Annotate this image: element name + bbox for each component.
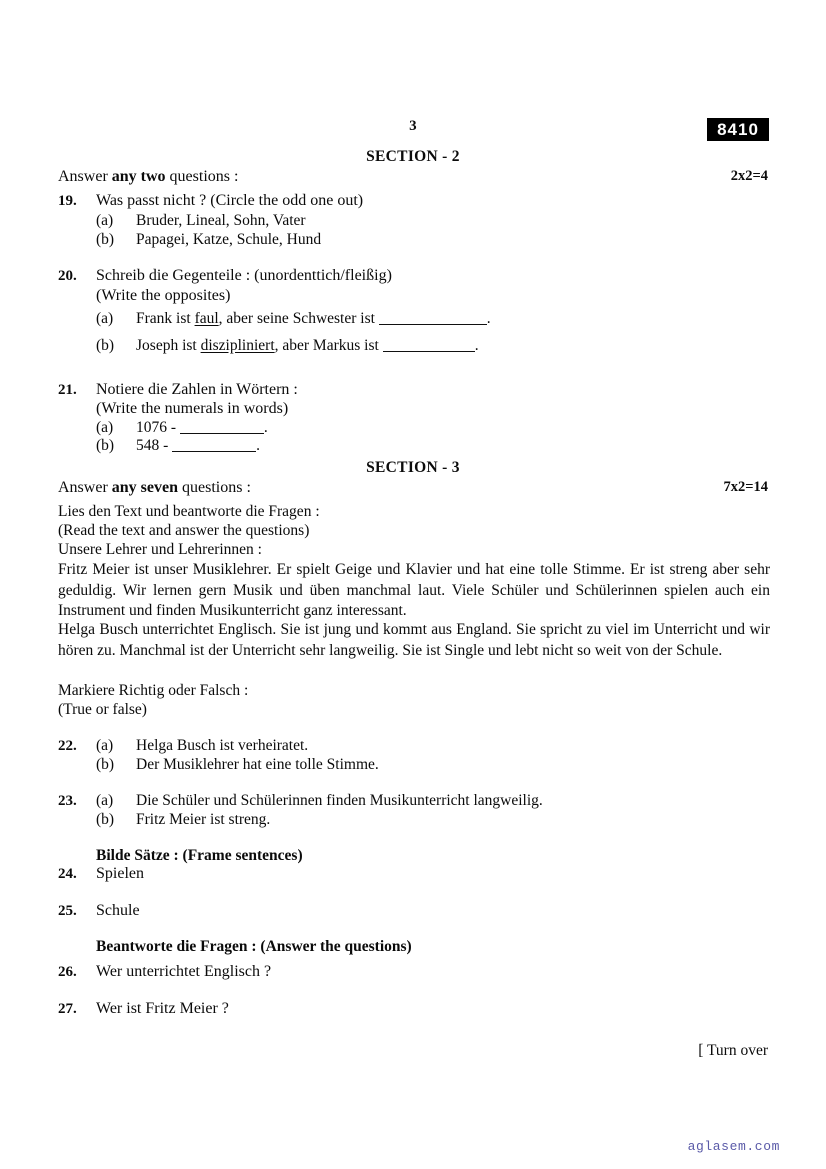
question-21-a-answer-blank[interactable] (180, 433, 264, 434)
aglasem-watermark: aglasem.com (687, 1139, 780, 1154)
reading-passage-1: Fritz Meier ist unser Musiklehrer. Er spielt Geige und Klavier und hat eine tolle Stimme. Er ist streng aber sehr geduldig. Wir lernen gern Musik und üben manchmal laut. Viele Schüler und Schülerinnen spielen auch ein Instrument und finden Musikunterricht ganz interessant. (58, 561, 770, 619)
page-number: 3 (409, 118, 417, 134)
section-3-instruction-prefix: Answer (58, 479, 112, 496)
question-20-a-answer-blank[interactable] (379, 324, 487, 325)
question-paper-code-badge: 8410 (707, 118, 769, 141)
question-23-number: 23. (58, 793, 77, 809)
question-20-b-post: . (474, 337, 479, 354)
question-21-a-label: (a) (96, 419, 114, 436)
question-20-b-label: (b) (96, 337, 115, 354)
question-21-prompt: Notiere die Zahlen in Wörtern : (96, 381, 298, 398)
question-20-a-sentence (136, 310, 491, 328)
question-26-number: 26. (58, 964, 77, 980)
question-23-b-text: Fritz Meier ist streng. (136, 811, 271, 828)
question-20-b-underlined-word: diszipliniert (200, 337, 275, 354)
reading-direction-english: (Read the text and answer the questions) (58, 522, 310, 539)
section-3-instruction-suffix: questions : (178, 479, 251, 496)
question-21-b-label: (b) (96, 437, 115, 454)
frame-sentences-heading: Bilde Sätze : (Frame sentences) (96, 847, 303, 864)
question-25-number: 25. (58, 903, 77, 919)
question-20-a-underlined-word: faul (194, 310, 219, 327)
question-26-text: Wer unterrichtet Englisch ? (96, 963, 272, 980)
section-2-instruction-suffix: questions : (165, 168, 239, 185)
question-23-a-label: (a) (96, 792, 114, 809)
reading-passage-heading: Unsere Lehrer und Lehrerinnen : (58, 541, 262, 558)
question-20-a-post: . (486, 310, 491, 327)
section-2-instruction-prefix: Answer (58, 168, 112, 185)
true-false-direction-german: Markiere Richtig oder Falsch : (58, 682, 249, 699)
question-24-number: 24. (58, 866, 77, 882)
question-20-a-pre: Frank ist (136, 310, 191, 327)
question-21-b-line (136, 437, 260, 455)
question-24-text: Spielen (96, 865, 144, 882)
true-false-direction-english: (True or false) (58, 701, 147, 718)
section-3-instruction (58, 479, 251, 497)
section-3-marks: 7x2=14 (723, 479, 768, 495)
question-21-a-line (136, 419, 268, 437)
question-20-a-mid: , aber seine Schwester ist (218, 310, 375, 327)
question-19-b-label: (b) (96, 231, 115, 248)
question-21-b-numeral: 548 - (136, 437, 169, 454)
question-22-a-label: (a) (96, 737, 114, 754)
question-21-a-post: . (263, 419, 268, 436)
question-19-b-text: Papagei, Katze, Schule, Hund (136, 231, 322, 248)
question-22-b-label: (b) (96, 756, 115, 773)
question-22-a-text: Helga Busch ist verheiratet. (136, 737, 309, 754)
question-23-b-label: (b) (96, 811, 115, 828)
question-20-number: 20. (58, 268, 77, 284)
question-22-b-text: Der Musiklehrer hat eine tolle Stimme. (136, 756, 379, 773)
question-20-prompt-translation: (Write the opposites) (96, 287, 231, 304)
section-3-title: SECTION - 3 (366, 459, 460, 476)
question-27-number: 27. (58, 1001, 77, 1017)
section-2-instruction-emphasis: any two (111, 168, 166, 185)
question-21-b-answer-blank[interactable] (172, 451, 256, 452)
question-19-a-label: (a) (96, 212, 114, 229)
question-20-prompt: Schreib die Gegenteile : (unordenttich/fleißig) (96, 267, 392, 284)
question-20-b-sentence (136, 337, 479, 355)
reading-direction-german: Lies den Text und beantworte die Fragen : (58, 503, 320, 520)
question-19-prompt: Was passt nicht ? (Circle the odd one out) (96, 192, 364, 209)
question-19-a-text: Bruder, Lineal, Sohn, Vater (136, 212, 306, 229)
section-2-marks: 2x2=4 (730, 168, 768, 184)
question-21-prompt-translation: (Write the numerals in words) (96, 400, 289, 417)
question-25-text: Schule (96, 902, 140, 919)
question-21-b-post: . (256, 437, 261, 454)
question-20-a-label: (a) (96, 310, 114, 327)
question-20-b-mid: , aber Markus ist (274, 337, 379, 354)
turn-over-note: [ Turn over (698, 1042, 768, 1059)
answer-questions-heading: Beantworte die Fragen : (Answer the questions) (96, 938, 412, 955)
section-3-instruction-emphasis: any seven (111, 479, 178, 496)
question-20-b-pre: Joseph ist (136, 337, 197, 354)
section-2-title: SECTION - 2 (366, 148, 460, 165)
question-19-number: 19. (58, 193, 77, 209)
question-22-number: 22. (58, 738, 77, 754)
reading-passage-2: Helga Busch unterrichtet Englisch. Sie ist jung und kommt aus England. Sie spricht zu viel im Unterricht und wir hören zu. Manchmal ist der Unterricht sehr langweilig. Sie ist Single und lebt nicht so weit von der Schule. (58, 621, 770, 659)
question-20-b-answer-blank[interactable] (383, 351, 475, 352)
section-2-instruction (58, 168, 238, 186)
question-21-a-numeral: 1076 - (136, 419, 177, 436)
question-27-text: Wer ist Fritz Meier ? (96, 1000, 229, 1017)
question-23-a-text: Die Schüler und Schülerinnen finden Musikunterricht langweilig. (136, 792, 543, 809)
question-21-number: 21. (58, 382, 77, 398)
